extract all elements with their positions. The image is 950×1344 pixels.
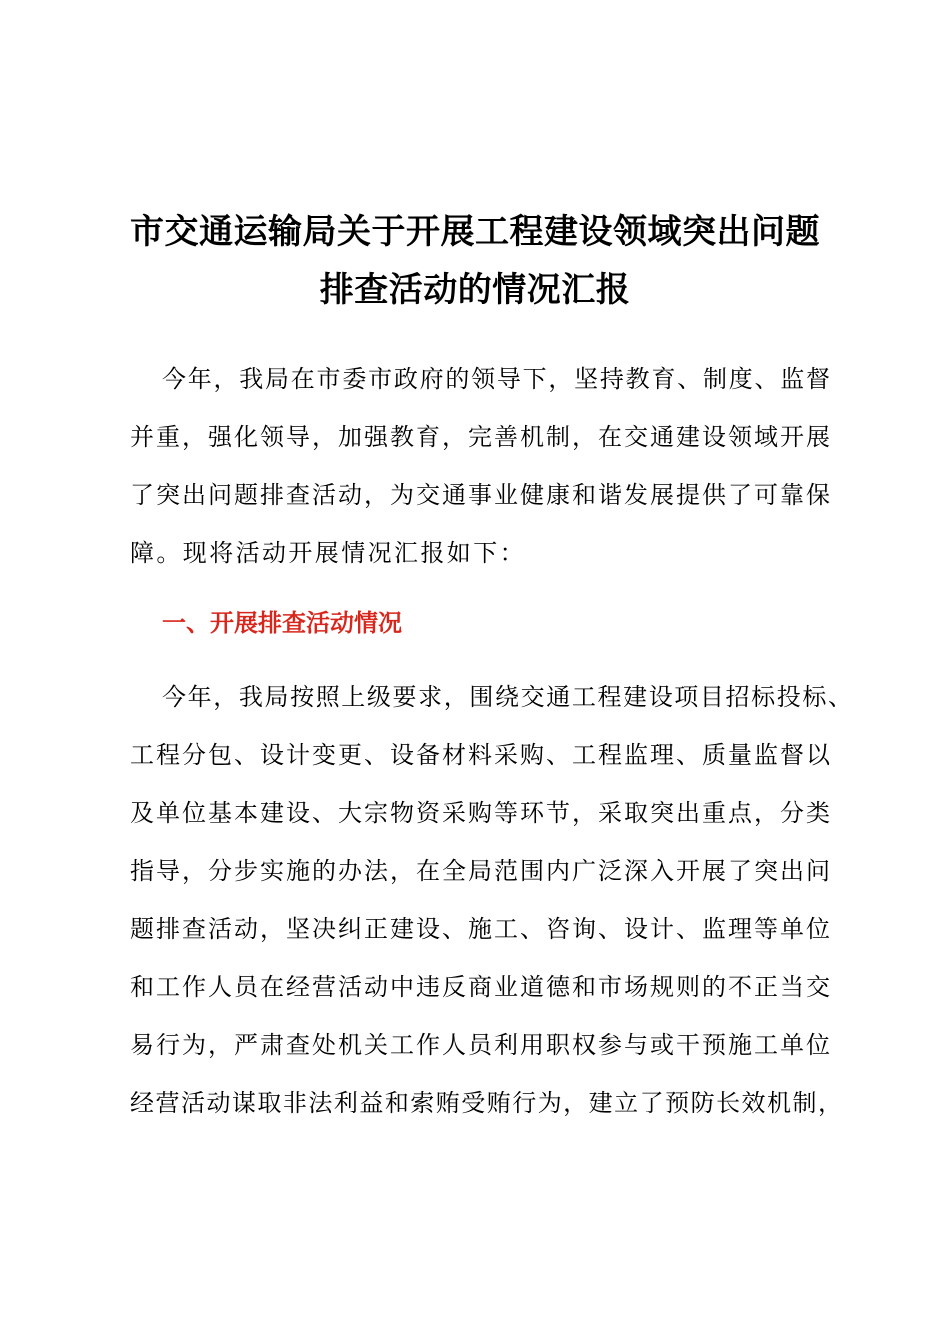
intro-paragraph-line-1: 今年，我局在市委市政府的领导下，坚持教育、制度、监督 <box>162 365 830 393</box>
intro-paragraph-line-2: 并重，强化领导，加强教育，完善机制，在交通建设领域开展 <box>130 423 830 451</box>
section-paragraph-line-7: 易行为，严肃查处机关工作人员利用职权参与或干预施工单位 <box>130 1031 830 1059</box>
section-paragraph-line-2: 工程分包、设计变更、设备材料采购、工程监理、质量监督以 <box>130 741 830 769</box>
section-paragraph-line-3: 及单位基本建设、大宗物资采购等环节，采取突出重点，分类 <box>130 799 830 827</box>
section-paragraph-line-8: 经营活动谋取非法利益和索贿受贿行为，建立了预防长效机制， <box>130 1089 842 1117</box>
section-paragraph-line-6: 和工作人员在经营活动中违反商业道德和市场规则的不正当交 <box>130 973 830 1001</box>
section-paragraph-line-5: 题排查活动，坚决纠正建设、施工、咨询、设计、监理等单位 <box>130 915 830 943</box>
intro-paragraph-line-3: 了突出问题排查活动，为交通事业健康和谐发展提供了可靠保 <box>130 481 830 509</box>
section-paragraph-line-4: 指导，分步实施的办法，在全局范围内广泛深入开展了突出问 <box>130 857 830 885</box>
section-heading: 一、开展排查活动情况 <box>162 609 402 637</box>
section-paragraph-line-1: 今年，我局按照上级要求，围绕交通工程建设项目招标投标、 <box>162 683 852 711</box>
intro-paragraph-line-4: 障。现将活动开展情况汇报如下： <box>130 539 526 567</box>
document-title-line-2: 排查活动的情况汇报 <box>319 270 631 310</box>
document-title-line-1: 市交通运输局关于开展工程建设领域突出问题 <box>130 212 820 252</box>
